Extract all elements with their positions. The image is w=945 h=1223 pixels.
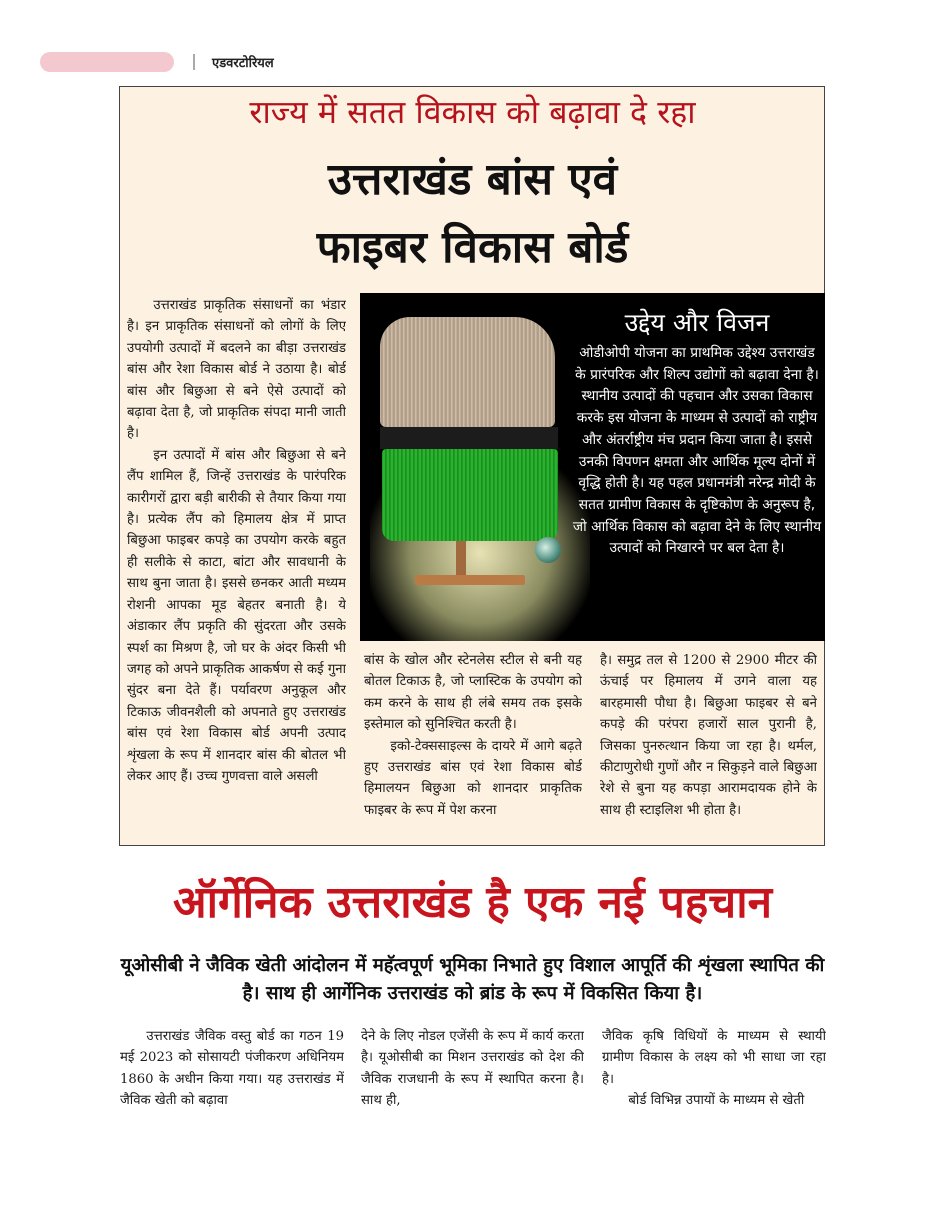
glass-ball xyxy=(535,537,561,563)
feature-kicker: राज्य में सतत विकास को बढ़ावा दे रहा xyxy=(249,93,696,131)
feature-column-3 xyxy=(600,650,817,840)
paragraph: बोर्ड विभिन्न उपायों के माध्यम से खेती xyxy=(628,1093,805,1109)
organic-column-2 xyxy=(361,1026,584,1112)
section-tag-pill xyxy=(40,52,174,72)
headline-line-1: उत्तराखंड बांस एवं xyxy=(327,154,618,205)
paragraph: जैविक कृषि विधियों के माध्यम से स्थायी ग्रामीण विकास के लक्ष्य को भी साधा जा रहा है। xyxy=(602,1029,826,1087)
lamp-shade-top xyxy=(380,317,555,427)
organic-column-3 xyxy=(602,1026,826,1112)
divider xyxy=(193,54,195,70)
paragraph: है। समुद्र तल से 1200 से 2900 मीटर की ऊंचाई पर हिमालय में उगने वाला यह बारहमासी पौधा है। बिछुआ फाइबर से बने कपड़े की परंपरा हजारों साल पुरानी है, जिसका पुनरुत्थान किया जा रहा है। थर्मल, कीटाणुरोधी गुणों और न सिकुड़ने वाले बिछुआ रेशे से बुना यह कपड़ा आरामदायक होने के साथ ही स्टाइलिश भी होता है। xyxy=(600,653,817,818)
paragraph: बांस के खोल और स्टेनलेस स्टील से बनी यह बोतल टिकाऊ है, जो प्लास्टिक के उपयोग को कम करने के साथ ही लंबे समय तक इसके इस्तेमाल को सुनिश्चित करती है। xyxy=(364,653,582,733)
lamp-shade-band xyxy=(380,427,558,449)
paragraph: उत्तराखंड प्राकृतिक संसाधनों का भंडार है। इन प्राकृतिक संसाधनों को लोगों के लिए उपयोगी उत्पादों में बदलने का बीड़ा उत्तराखंड बांस और रेशा विकास बोर्ड ने उठाया है। बोर्ड बांस और बिछुआ से बने ऐसे उत्पादों को बढ़ावा देता है, जो प्राकृतिक संपदा मानी जाती है। xyxy=(127,298,346,442)
organic-subhead: यूओसीबी ने जैविक खेती आंदोलन में महॅत्वपूर्ण भूमिका निभाते हुए विशाल आपूर्ति की शृंखला स्थापित की है। साथ ही आर्गेनिक उत्तराखंड को ब्रांड के रूप में विकसित किया है। xyxy=(120,955,825,1004)
lamp-shade-bottom xyxy=(382,449,558,541)
lamp-base xyxy=(415,575,525,585)
paragraph: देने के लिए नोडल एजेंसी के रूप में कार्य करता है। यूओसीबी का मिशन उत्तराखंड को देश की जैविक राजधानी के रूप में स्थापित करना है। साथ ही, xyxy=(361,1029,584,1109)
vision-title: उद्देय और विजन xyxy=(624,308,770,337)
feature-headline xyxy=(0,146,945,282)
paragraph: इन उत्पादों में बांस और बिछुआ से बने लैंप शामिल हैं, जिन्हें उत्तराखंड के पारंपरिक कारीगरों द्वारा बड़ी बारीकी से तैयार किया गया है। प्रत्येक लैंप को हिमालय क्षेत्र में प्राप्त बिछुआ फाइबर कपड़े का उपयोग करके बहुत ही सलीके से काटा, बांटा और सावधानी के साथ बुना जाता है। इससे छनकर आती मध्यम रोशनी आपका मूड बेहतर बनाती है। ये अंडाकार लैंप प्रकृति की सुंदरता और उसके स्पर्श का मिश्रण है, जो घर के अंदर किसी भी जगह को अपने प्राकृतिक आकर्षण से कई गुना सुंदर बना देते हैं। पर्यावरण अनुकूल और टिकाऊ जीवनशैली को अपनाते हुए उत्तराखंड बांस एवं रेशा विकास बोर्ड अपनी उत्पाद शृंखला के रूप में शानदार बांस की बोतल भी लेकर आए हैं। उच्च गुणवत्ता वाले असली xyxy=(127,447,346,784)
organic-column-1 xyxy=(120,1026,344,1112)
vision-text: ओडीओपी योजना का प्राथमिक उद्देश्य उत्तराखंड के प्रारंपरिक और शिल्प उद्योगों को बढ़ावा देना है। स्थानीय उत्पादों की पहचान और उसका विकास करके इस योजना के माध्यम से उत्पादों को राष्ट्रीय और अंतर्राष्ट्रीय मंच प्रदान किया जाता है। इससे उनकी विपणन क्षमता और आर्थिक मूल्य दोनों में वृद्धि होती है। यह पहल प्रधानमंत्री नरेन्द्र मोदी के सतत ग्रामीण विकास के दृष्टिकोण के अनुरूप है, जो आर्थिक विकास को बढ़ावा देने के लिए स्थानीय उत्पादों को निखारने पर बल देता है। xyxy=(572,345,822,557)
paragraph: उत्तराखंड जैविक वस्तु बोर्ड का गठन 19 मई 2023 को सोसायटी पंजीकरण अधिनियम 1860 के अधीन किया गया। यह उत्तराखंड में जैविक खेती को बढ़ावा xyxy=(120,1029,344,1109)
feature-column-1 xyxy=(127,295,346,825)
section-label: एडवरटोरियल xyxy=(212,56,274,71)
headline-line-2: फाइबर विकास बोर्ड xyxy=(316,222,629,273)
organic-title: ऑर्गेनिक उत्तराखंड है एक नई पहचान xyxy=(172,877,773,928)
paragraph: इको-टेक्ससाइल्स के दायरे में आगे बढ़ते हुए उत्तराखंड बांस एवं रेशा विकास बोर्ड हिमालयन बिछुआ को शानदार प्राकृतिक फाइबर के रूप में पेश करना xyxy=(364,738,582,818)
lamp-photo xyxy=(360,293,825,641)
feature-column-2 xyxy=(364,650,582,840)
